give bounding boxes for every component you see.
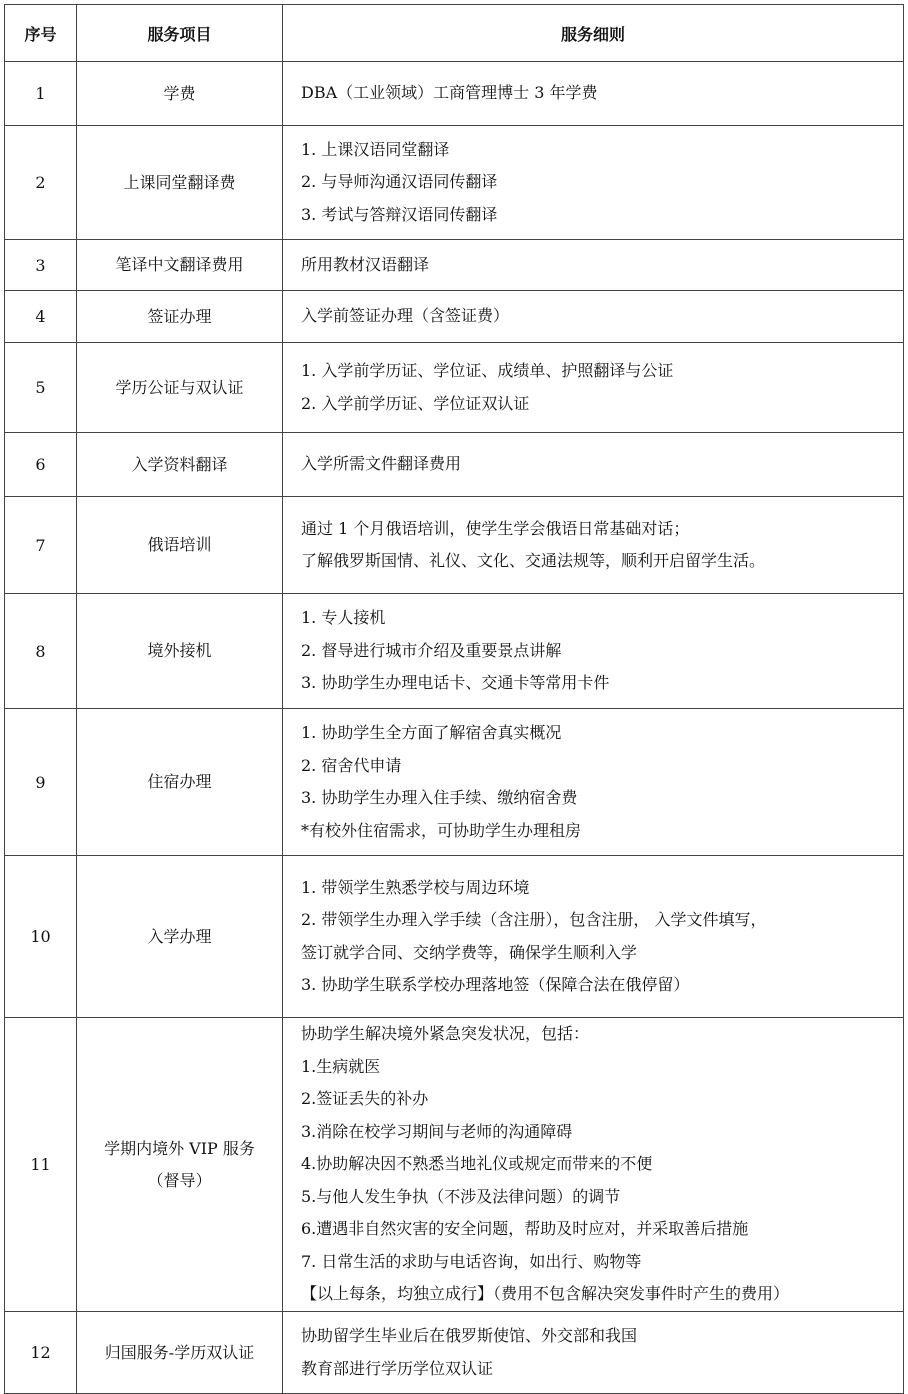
detail-line: 2. 带领学生办理入学手续（含注册），包含注册， 入学文件填写， (301, 910, 767, 929)
row-item: 住宿办理 (77, 709, 283, 856)
row-index: 11 (5, 1018, 77, 1312)
row-item: 入学办理 (77, 856, 283, 1018)
detail-line: 1. 上课汉语同堂翻译 (301, 139, 450, 159)
table-row (5, 709, 904, 856)
row-item: 笔译中文翻译费用 (77, 240, 283, 291)
table-row (5, 497, 904, 594)
detail-line: 1.生病就医 (301, 1056, 381, 1076)
row-detail (283, 343, 904, 433)
row-item: 签证办理 (77, 291, 283, 343)
table-row (5, 343, 904, 433)
row-item: 学历公证与双认证 (77, 343, 283, 433)
detail-line: 1. 入学前学历证、学位证、成绩单、护照翻译与公证 (301, 361, 674, 380)
detail-line: 2.签证丢失的补办 (301, 1089, 429, 1109)
row-detail (283, 1312, 904, 1394)
row-detail (283, 497, 904, 594)
detail-line: 4.协助解决因不熟悉当地礼仪或规定而带来的不便 (301, 1154, 653, 1174)
row-detail (283, 594, 904, 709)
row-item: 学费 (77, 62, 283, 126)
row-detail (283, 433, 904, 497)
row-detail (283, 126, 904, 240)
row-detail (283, 856, 904, 1018)
row-index: 12 (5, 1312, 77, 1394)
detail-line: 3. 协助学生联系学校办理落地签（保障合法在俄停留） (301, 975, 690, 994)
row-index: 4 (5, 291, 77, 343)
detail-line: 通过 1 个月俄语培训，使学生学会俄语日常基础对话； (301, 518, 690, 538)
row-detail (283, 709, 904, 856)
detail-line: 7. 日常生活的求助与电话咨询，如出行、购物等 (301, 1251, 642, 1271)
row-item: 俄语培训 (77, 497, 283, 594)
detail-line: 3. 协助学生办理入住手续、缴纳宿舍费 (301, 788, 578, 807)
table-row (5, 1312, 904, 1394)
table-row (5, 291, 904, 343)
row-detail (283, 1018, 904, 1312)
service-table (4, 4, 904, 1394)
detail-line: 签订就学合同、交纳学费等，确保学生顺利入学 (301, 942, 638, 962)
detail-line: 【以上每条，均独立成行】（费用不包含解决突发事件时产生的费用） (301, 1284, 790, 1304)
row-index: 10 (5, 856, 77, 1018)
detail-line: 3.消除在校学习期间与老师的沟通障碍 (301, 1121, 573, 1141)
header-index: 序号 (5, 5, 77, 62)
detail-line: DBA（工业领域）工商管理博士 3 年学费 (301, 83, 598, 103)
table-row (5, 62, 904, 126)
row-index: 6 (5, 433, 77, 497)
row-index: 1 (5, 62, 77, 126)
row-item: 上课同堂翻译费 (77, 126, 283, 240)
row-detail (283, 62, 904, 126)
row-item: 归国服务-学历双认证 (77, 1312, 283, 1394)
header-row (5, 5, 904, 62)
row-item: 学期内境外 VIP 服务 （督导） (77, 1018, 283, 1312)
row-detail (283, 240, 904, 291)
detail-line: 2. 与导师沟通汉语同传翻译 (301, 172, 498, 192)
row-index: 7 (5, 497, 77, 594)
detail-line: 1. 协助学生全方面了解宿舍真实概况 (301, 723, 562, 742)
table-row (5, 1018, 904, 1312)
table-row (5, 126, 904, 240)
detail-line: 1. 专人接机 (301, 608, 386, 628)
detail-line: 2. 督导进行城市介绍及重要景点讲解 (301, 640, 562, 660)
row-index: 3 (5, 240, 77, 291)
detail-line: 入学前签证办理（含签证费） (301, 306, 510, 326)
row-index: 5 (5, 343, 77, 433)
detail-line: 入学所需文件翻译费用 (301, 454, 462, 474)
detail-line: 6.遭遇非自然灾害的安全问题，帮助及时应对，并采取善后措施 (301, 1219, 749, 1239)
detail-line: 3. 协助学生办理电话卡、交通卡等常用卡件 (301, 673, 610, 693)
detail-line: 了解俄罗斯国情、礼仪、文化、交通法规等，顺利开启留学生活。 (301, 551, 766, 570)
row-index: 9 (5, 709, 77, 856)
table-row (5, 433, 904, 497)
detail-line: 协助留学生毕业后在俄罗斯使馆、外交部和我国 (301, 1326, 638, 1345)
table-row (5, 594, 904, 709)
row-index: 8 (5, 594, 77, 709)
detail-line: 2. 入学前学历证、学位证双认证 (301, 393, 530, 413)
detail-line: *有校外住宿需求，可协助学生办理租房 (301, 820, 582, 840)
row-index: 2 (5, 126, 77, 240)
row-item: 境外接机 (77, 594, 283, 709)
detail-line: 所用教材汉语翻译 (301, 254, 430, 274)
table-row (5, 240, 904, 291)
header-detail: 服务细则 (283, 5, 904, 62)
detail-line: 协助学生解决境外紧急突发状况，包括： (301, 1024, 590, 1044)
detail-line: 2. 宿舍代申请 (301, 755, 402, 775)
row-detail (283, 291, 904, 343)
detail-line: 3. 考试与答辩汉语同传翻译 (301, 204, 498, 224)
table-row (5, 856, 904, 1018)
detail-line: 1. 带领学生熟悉学校与周边环境 (301, 877, 530, 897)
detail-line: 5.与他人发生争执（不涉及法律问题）的调节 (301, 1186, 621, 1206)
row-item: 入学资料翻译 (77, 433, 283, 497)
header-item: 服务项目 (77, 5, 283, 62)
detail-line: 教育部进行学历学位双认证 (301, 1358, 494, 1378)
